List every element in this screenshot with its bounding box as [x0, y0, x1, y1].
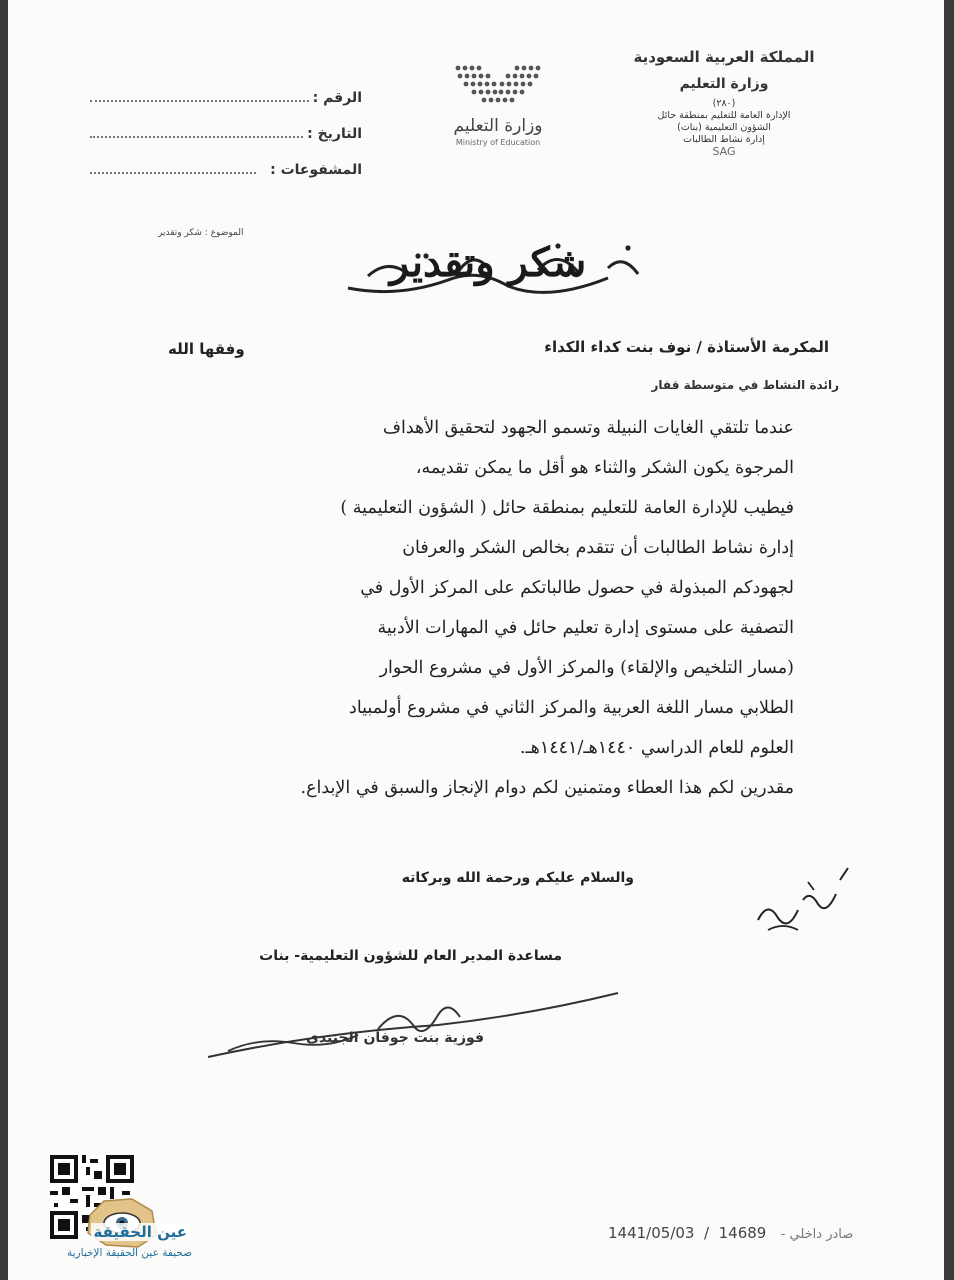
- signatory-name: فوزية بنت جوفان الجنيدي: [306, 1030, 484, 1046]
- logo-english-text: Ministry of Education: [455, 138, 541, 147]
- watermark-logo: [22, 1195, 192, 1265]
- date-field: [90, 106, 362, 142]
- letterhead-line-3: إدارة نشاط الطالبات: [683, 134, 765, 145]
- body-line: فيطيب للإدارة العامة للتعليم بمنطقة حائل ( الشؤون التعليمية ): [340, 498, 794, 518]
- kingdom-name: المملكة العربية السعودية: [633, 48, 815, 66]
- body-line: مقدرين لكم هذا العطاء ومتمنين لكم دوام الإنجاز والسبق في الإبداع.: [300, 778, 794, 798]
- reference-date: 1441/05/03: [608, 1224, 695, 1242]
- watermark-name: عين الحقيقة: [91, 1223, 191, 1241]
- calligraphy-title: [308, 228, 668, 308]
- date-dotted-line: [90, 136, 303, 138]
- letterhead-line-4: SAG: [712, 145, 736, 158]
- body-line: (مسار التلخيص والإلقاء) والمركز الأول في مشروع الحوار: [379, 658, 794, 678]
- addressee: المكرمة الأستاذة / نوف بنت كداء الكداء: [544, 338, 829, 356]
- body-line: العلوم للعام الدراسي ١٤٤٠هـ/١٤٤١هـ.: [519, 738, 794, 758]
- attachments-dotted-line: [90, 172, 256, 174]
- ministry-name: وزارة التعليم: [679, 76, 769, 92]
- body-line: إدارة نشاط الطالبات أن تتقدم بخالص الشكر والعرفان: [402, 538, 794, 558]
- document-page: [8, 0, 944, 1280]
- body-line: لجهودكم المبذولة في حصول طالباتكم على المركز الأول في: [360, 578, 794, 598]
- attachments-label: المشفوعات :: [270, 162, 362, 178]
- body-line: التصفية على مستوى إدارة تعليم حائل في المهارات الأدبية: [377, 618, 794, 638]
- reference-fields: [90, 70, 362, 178]
- addressee-role: رائدة النشاط في متوسطة قفار: [651, 378, 839, 392]
- letterhead-line-1: الإدارة العامة للتعليم بمنطقة حائل: [657, 110, 791, 121]
- body-line: المرجوة يكون الشكر والثناء هو أقل ما يمكن تقديمه،: [415, 458, 794, 478]
- dots-emblem-icon: [448, 60, 548, 108]
- signature: [198, 985, 628, 1070]
- letterhead-line-2: الشؤون التعليمية (بنات): [677, 122, 771, 133]
- closing-salutation: والسلام عليكم ورحمة الله وبركاته: [401, 870, 634, 886]
- body-line: عندما تلتقي الغايات النبيلة وتسمو الجهود لتحقيق الأهداف: [382, 418, 794, 438]
- ministry-logo: [418, 60, 578, 170]
- reference-prefix: صادر داخلي -: [780, 1227, 854, 1242]
- subject-line: الموضوع : شكر وتقدير: [158, 228, 244, 238]
- watermark-tagline: صحيفة عين الحقيقة الإخبارية: [67, 1247, 192, 1259]
- title-text: شكر وتقدير: [389, 239, 587, 286]
- handwritten-annotation: [748, 860, 858, 940]
- attachments-field: [90, 142, 362, 178]
- number-dotted-line: [90, 100, 309, 102]
- letterhead-code: (٢٨٠): [712, 98, 736, 109]
- body-line: الطلابي مسار اللغة العربية والمركز الثاني في مشروع أولمبياد: [349, 698, 794, 718]
- number-field: [90, 70, 362, 106]
- letter-body: [146, 408, 794, 808]
- reference-number: 14689: [718, 1224, 767, 1242]
- date-label: التاريخ :: [307, 126, 362, 142]
- number-label: الرقم :: [312, 90, 362, 106]
- signatory-title: مساعدة المدير العام للشؤون التعليمية- بنات: [259, 948, 562, 964]
- letterhead-right: [604, 48, 844, 158]
- logo-arabic-text: وزارة التعليم: [453, 116, 543, 136]
- reference-footer: 1441/05/03 / 14689 صادر داخلي -: [608, 1224, 854, 1242]
- greeting: وفقها الله: [168, 340, 245, 358]
